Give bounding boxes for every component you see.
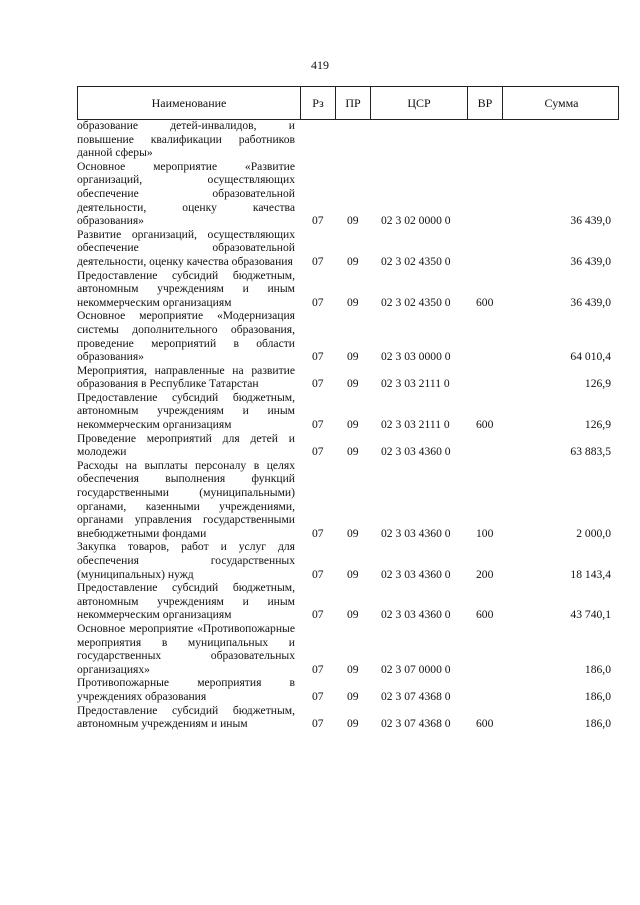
row-vr: 600 <box>476 717 494 731</box>
row-name: Противопожарные мероприятия в учреждениях образования <box>77 676 295 703</box>
table-row <box>77 432 619 459</box>
row-name: Основное мероприятие «Противопожарные мероприятия в муниципальных и государственных образовательных организациях» <box>77 621 295 676</box>
row-csr: 02 3 02 0000 0 <box>381 214 451 228</box>
row-rz: 07 <box>312 662 324 676</box>
row-sum: 2 000,0 <box>576 526 611 540</box>
row-name: Закупка товаров, работ и услуг для обеспечения государственных (муниципальных) нужд <box>77 540 295 581</box>
row-rz: 07 <box>312 418 324 432</box>
row-pr: 09 <box>347 717 359 731</box>
table-row <box>77 704 619 731</box>
row-csr: 02 3 03 4360 0 <box>381 608 451 622</box>
row-csr: 02 3 03 4360 0 <box>381 445 451 459</box>
row-csr: 02 3 03 2111 0 <box>381 377 450 391</box>
row-sum: 186,0 <box>584 662 611 676</box>
row-pr: 09 <box>347 526 359 540</box>
table-row <box>77 540 619 581</box>
row-name: Развитие организаций, осуществляющих обеспечение образовательной деятельности, оценку качества образования <box>77 227 295 268</box>
row-rz: 07 <box>312 717 324 731</box>
row-name: Основное мероприятие «Развитие организаций, осуществляющих обеспечение образовательной деятельности, оценку качества образования» <box>77 159 295 228</box>
header-vr: ВР <box>468 87 503 119</box>
row-name: Предоставление субсидий бюджетным, автономным учреждениям и иным некоммерческим организациям <box>77 581 295 622</box>
header-name: Наименование <box>78 87 301 119</box>
table-row <box>77 269 619 310</box>
row-rz: 07 <box>312 689 324 703</box>
row-sum: 36 439,0 <box>570 295 611 309</box>
row-vr: 600 <box>476 418 494 432</box>
header-sum: Сумма <box>544 96 579 110</box>
row-csr: 02 3 03 2111 0 <box>381 418 450 432</box>
row-rz: 07 <box>312 445 324 459</box>
row-rz: 07 <box>312 526 324 540</box>
row-pr: 09 <box>347 418 359 432</box>
row-pr: 09 <box>347 377 359 391</box>
row-vr: 600 <box>476 608 494 622</box>
row-sum: 126,9 <box>584 377 611 391</box>
table-row <box>77 676 619 703</box>
row-name: образование детей-инвалидов, и повышение квалификации работников данной сферы» <box>77 119 295 160</box>
row-sum: 63 883,5 <box>570 445 611 459</box>
row-vr: 100 <box>476 526 494 540</box>
row-csr: 02 3 02 4350 0 <box>381 254 451 268</box>
row-sum: 36 439,0 <box>570 254 611 268</box>
row-rz: 07 <box>312 608 324 622</box>
budget-table <box>77 86 619 731</box>
table-row <box>77 160 619 228</box>
row-sum: 126,9 <box>584 418 611 432</box>
row-sum: 36 439,0 <box>570 214 611 228</box>
row-pr: 09 <box>347 295 359 309</box>
row-name: Предоставление субсидий бюджетным, автономным учреждениям и иным <box>77 703 295 731</box>
table-row <box>77 364 619 391</box>
row-pr: 09 <box>347 445 359 459</box>
row-sum: 18 143,4 <box>570 567 611 581</box>
row-pr: 09 <box>347 608 359 622</box>
row-rz: 07 <box>312 254 324 268</box>
row-sum: 43 740,1 <box>570 608 611 622</box>
header-csr: ЦСР <box>371 87 468 119</box>
table-row <box>77 391 619 432</box>
row-name: Проведение мероприятий для детей и молодежи <box>77 431 295 459</box>
row-rz: 07 <box>312 295 324 309</box>
row-csr: 02 3 07 4368 0 <box>381 717 451 731</box>
row-sum: 64 010,4 <box>570 350 611 364</box>
row-pr: 09 <box>347 254 359 268</box>
row-csr: 02 3 03 4360 0 <box>381 567 451 581</box>
row-pr: 09 <box>347 214 359 228</box>
table-row <box>77 119 619 160</box>
row-rz: 07 <box>312 567 324 581</box>
table-body <box>77 119 619 731</box>
row-name: Предоставление субсидий бюджетным, автономным учреждениям и иным некоммерческим организациям <box>77 390 295 432</box>
row-vr: 200 <box>476 567 494 581</box>
row-rz: 07 <box>312 377 324 391</box>
row-rz: 07 <box>312 350 324 364</box>
row-pr: 09 <box>347 662 359 676</box>
table-header <box>77 86 619 120</box>
row-vr: 600 <box>476 295 494 309</box>
table-row <box>77 459 619 541</box>
table-row <box>77 622 619 676</box>
row-sum: 186,0 <box>584 717 611 731</box>
row-pr: 09 <box>347 350 359 364</box>
header-rz: Рз <box>301 87 336 119</box>
row-name: Основное мероприятие «Модернизация системы дополнительного образования, проведение мероприятий в области образования» <box>77 309 295 364</box>
row-rz: 07 <box>312 214 324 228</box>
row-sum: 186,0 <box>584 689 611 703</box>
row-csr: 02 3 07 0000 0 <box>381 662 451 676</box>
table-row <box>77 309 619 363</box>
row-name: Расходы на выплаты персоналу в целях обеспечения выполнения функций государственными (муниципальными) органами, казенными учреждениями, органами управления государственными внебюджетными фондами <box>77 458 295 540</box>
table-row <box>77 581 619 622</box>
row-name: Предоставление субсидий бюджетным, автономным учреждениям и иным некоммерческим организациям <box>77 268 295 309</box>
row-pr: 09 <box>347 689 359 703</box>
row-csr: 02 3 03 4360 0 <box>381 526 451 540</box>
row-csr: 02 3 02 4350 0 <box>381 295 451 309</box>
header-pr: ПР <box>336 87 371 119</box>
row-csr: 02 3 07 4368 0 <box>381 689 451 703</box>
table-row <box>77 228 619 269</box>
page-number: 419 <box>311 58 329 72</box>
row-pr: 09 <box>347 567 359 581</box>
row-csr: 02 3 03 0000 0 <box>381 350 451 364</box>
row-name: Мероприятия, направленные на развитие образования в Республике Татарстан <box>77 363 295 391</box>
